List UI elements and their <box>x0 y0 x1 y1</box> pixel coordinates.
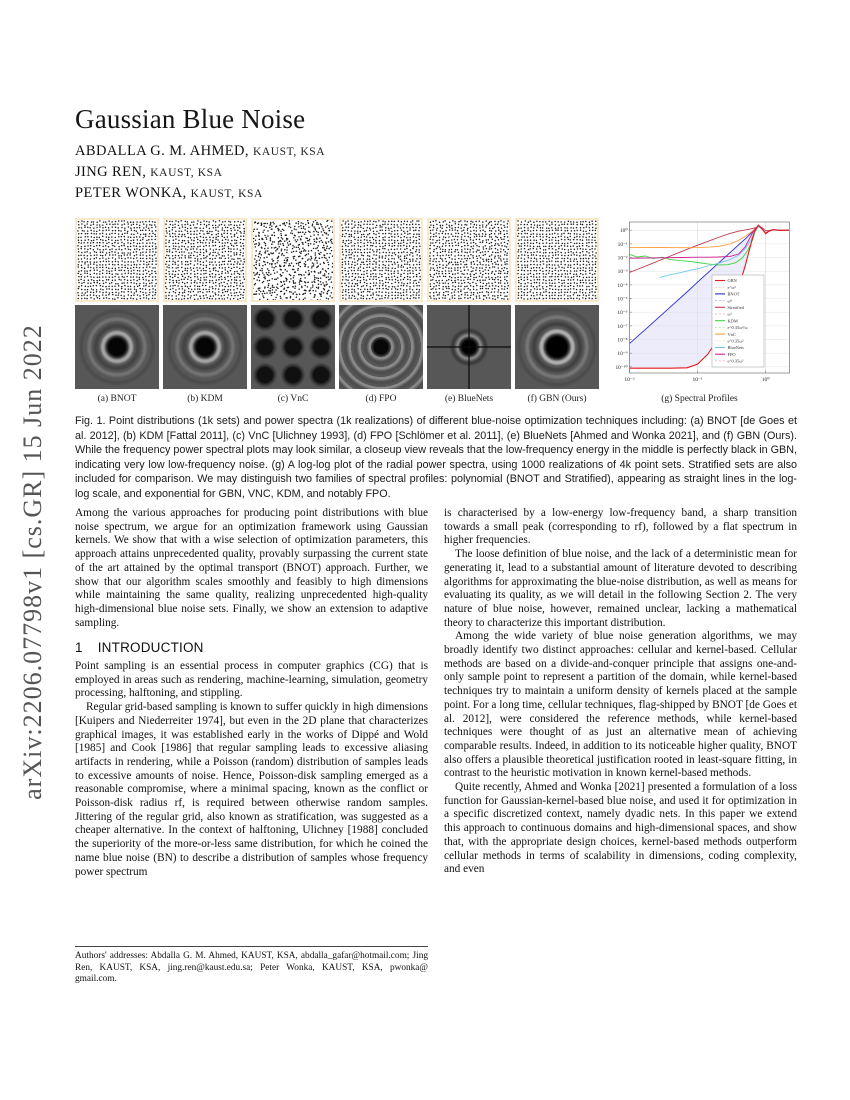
power-spectrum-image <box>339 305 423 389</box>
power-spectrum-image <box>427 305 511 389</box>
svg-text:ω²: ω² <box>727 311 732 317</box>
power-spectrum-image <box>163 305 247 389</box>
panel-label: (e) BlueNets <box>444 394 494 404</box>
panel-label: (f) GBN (Ours) <box>527 394 587 404</box>
svg-text:BNOT: BNOT <box>727 291 740 297</box>
svg-text:Stratified: Stratified <box>727 305 744 310</box>
svg-text:e^0.35ω²: e^0.35ω² <box>727 338 744 344</box>
svg-text:10⁻⁶: 10⁻⁶ <box>617 310 628 317</box>
spectral-profiles-chart <box>603 218 796 389</box>
svg-text:10⁻²: 10⁻² <box>624 377 635 383</box>
panel-spectral-profiles <box>603 218 796 404</box>
point-set <box>517 220 597 300</box>
svg-text:VnC: VnC <box>727 331 736 337</box>
arxiv-banner: arXiv:2206.07798v1 [cs.GR] 15 Jun 2022 <box>18 324 47 800</box>
authors-block <box>75 141 325 204</box>
authors-addresses-footnote: Authors' addresses: Abdalla G. M. Ahmed, KAUST, KSA, abdalla_gafar@hotmail.com; Jing Ren, KAUST, KSA, jing.ren@kaust.edu.sa; Peter Wonka, KAUST, KSA, pwonka@ gmail.com. <box>75 946 428 986</box>
page-title: Gaussian Blue Noise <box>75 104 306 135</box>
panel-label: (c) VnC <box>277 394 309 404</box>
section-heading <box>75 641 428 655</box>
svg-text:ω⁸: ω⁸ <box>727 298 732 304</box>
point-set <box>165 220 245 300</box>
svg-text:10⁰: 10⁰ <box>761 377 770 383</box>
panel-gbn <box>515 218 599 404</box>
body-paragraph: Point sampling is an essential process in computer graphics (CG) that is employed in areas such as rendering, machine-learning, simulation, geometry processing, halftoning, and stippling. <box>75 660 428 700</box>
chart-label: (g) Spectral Profiles <box>661 394 738 404</box>
body-paragraph: Among the wide variety of blue noise generation algorithms, we may broadly identify two distinct approaches: cellular and kernel-based. Cellular methods are based on a divide-and-conquer principle that assigns one-and-only sample point to represent a partition of the domain, while kernel-based techniques try to maintain a uniform density of kernels placed at the sample point. For a long time, cellular techniques, flag-shipped by BNOT [de Goes et al. 2012], were considered the reference methods, while kernel-based techniques were thought of as just an alternative mean of achieving comparable results. Indeed, in addition to its noticeable higher quality, BNOT also offers a plausible theoretical justification rooted in least-square fitting, in contrast to the heuristic motivation in known kernel-based methods. <box>444 630 797 780</box>
point-set <box>341 220 421 300</box>
point-distribution-image <box>75 218 159 302</box>
abstract-text: Among the various approaches for producing point distributions with blue noise spectrum, we argue for an optimization framework using Gaussian kernels. We show that with a wise selection of optimization parameters, this approach attains unprecedented quality, provably surpassing the current state of the art attained by the optimal transport (BNOT) approach. Further, we show that our algorithm scales smoothly and feasibly to high dimensions while maintaining the same quality, realizing unprecedented high-quality high-dimensional blue noise sets. Finally, we show an extension to adaptive sampling. <box>75 507 428 629</box>
point-distribution-image <box>427 218 511 302</box>
svg-text:GBN: GBN <box>727 278 737 284</box>
svg-text:e^0.35ω²/ω: e^0.35ω²/ω <box>727 325 748 331</box>
svg-text:10⁻⁵: 10⁻⁵ <box>617 296 628 303</box>
panel-vnc <box>251 218 335 404</box>
body-paragraph: The loose definition of blue noise, and the lack of a deterministic mean for generating it, lead to a substantial amount of literature devoted to describing algorithms for approximating the blue-noise distribution, as well as means for evaluating its quality, as we will detail in the following Section 2. The very nature of blue noise, however, remained unclear, lacking a mathematical theory to characterize this important distribution. <box>444 548 797 629</box>
point-distribution-image <box>339 218 423 302</box>
panel-fpo <box>339 218 423 404</box>
svg-text:10⁻¹: 10⁻¹ <box>617 241 628 248</box>
section-number: 1 <box>75 640 83 656</box>
svg-text:10⁻⁸: 10⁻⁸ <box>617 337 628 344</box>
figure-1 <box>75 218 798 404</box>
svg-text:10⁻²: 10⁻² <box>617 255 628 262</box>
panel-label: (b) KDM <box>187 394 223 404</box>
panel-label: (a) BNOT <box>97 394 137 404</box>
author-affiliation: KAUST, KSA <box>150 167 223 179</box>
left-column <box>75 507 428 879</box>
svg-text:BlueNets: BlueNets <box>727 345 744 351</box>
svg-text:e^0.35ω²: e^0.35ω² <box>727 358 744 364</box>
point-set <box>77 220 157 300</box>
svg-text:FPO: FPO <box>727 351 736 357</box>
author-line <box>75 162 325 183</box>
point-distribution-image <box>163 218 247 302</box>
power-spectrum-image <box>251 305 335 389</box>
author-name: PETER WONKA, <box>75 185 187 201</box>
panel-kdm <box>163 218 247 404</box>
svg-text:KDM: KDM <box>727 318 738 324</box>
svg-text:10⁻³: 10⁻³ <box>617 269 628 276</box>
svg-text:10⁰: 10⁰ <box>619 228 628 235</box>
author-name: JING REN, <box>75 164 147 180</box>
point-distribution-image <box>251 218 335 302</box>
svg-text:10⁻⁷: 10⁻⁷ <box>617 323 628 330</box>
body-paragraph: is characterised by a low-energy low-frequency band, a sharp transition towards a small peak (corresponding to rf), followed by a flat spectrum in higher frequencies. <box>444 507 797 547</box>
svg-text:e^ω²: e^ω² <box>727 284 736 290</box>
body-paragraph: Regular grid-based sampling is known to suffer quickly in high dimensions [Kuipers and Niederreiter 1974], but even in the 2D plane that characterizes graphical images, it was established early in the works of Dippé and Wold [1985] and Cook [1986] that regular sampling leads to excessive aliasing artifacts in rendering, while a Poisson (random) distribution of samples leads to excessive amounts of noise. Hence, Poisson-disk sampling emerged as a reasonable compromise, where a minimal spacing, known as the conflict or Poisson-disk radius rf, is required between otherwise random samples. Jittering of the regular grid, also known as stratification, was suggested as a cheaper alternative. In the context of halftoning, Ulichney [1988] concluded the superiority of the more-or-less same distribution, for which he coined the name blue noise (BN) to describe a distribution of samples whose frequency power spectrum <box>75 701 428 878</box>
section-title: INTRODUCTION <box>97 640 204 656</box>
point-set <box>253 220 333 300</box>
power-spectrum-image <box>515 305 599 389</box>
body-paragraph: Quite recently, Ahmed and Wonka [2021] presented a formulation of a loss function for Gaussian-kernel-based blue noise, and used it for optimization in a specific discretized context, namely dyadic nets. In this paper we extend this approach to continuous domains and high-dimensional spaces, and show that, with the appropriate design choices, kernel-based methods outperform cellular methods in terms of scalability in dimensions, coding complexity, and even <box>444 781 797 876</box>
figure-caption: Fig. 1. Point distributions (1k sets) and power spectra (1k realizations) of different blue-noise optimization techniques including: (a) BNOT [de Goes et al. 2012], (b) KDM [Fattal 2011], (c) VnC [Ulichney 1993], (d) FPO [Schlömer et al. 2011], (e) BlueNets [Ahmed and Wonka 2021], and (f) GBN (Ours). While the frequency power spectral plots may look similar, a closeup view reveals that the low-frequency energy in the middle is perfectly black in GBN, indicating very low low-frequency noise. (g) A log-log plot of the radial power spectra, using 1000 realizations of 4k point sets. Stratified sets are also included for comparison. We may distinguish two families of spectral profiles: polynomial (BNOT and Stratified), appearing as straight lines in the log-log scale, and exponential for GBN, VNC, KDM, and notably FPO. <box>75 415 797 500</box>
svg-text:10⁻¹: 10⁻¹ <box>692 377 703 383</box>
author-line <box>75 183 325 204</box>
power-spectrum-image <box>75 305 159 389</box>
author-affiliation: KAUST, KSA <box>252 146 326 158</box>
panel-bnot <box>75 218 159 404</box>
svg-text:10⁻⁹: 10⁻⁹ <box>617 351 628 358</box>
point-distribution-image <box>515 218 599 302</box>
author-name: ABDALLA G. M. AHMED, <box>75 143 249 159</box>
svg-text:10⁻¹⁰: 10⁻¹⁰ <box>615 364 628 371</box>
author-line <box>75 141 325 162</box>
point-set <box>429 220 509 300</box>
svg-text:10⁻⁴: 10⁻⁴ <box>617 282 628 289</box>
author-affiliation: KAUST, KSA <box>190 188 263 200</box>
right-column <box>444 507 797 877</box>
panel-label: (d) FPO <box>365 394 397 404</box>
panel-bluenets <box>427 218 511 404</box>
